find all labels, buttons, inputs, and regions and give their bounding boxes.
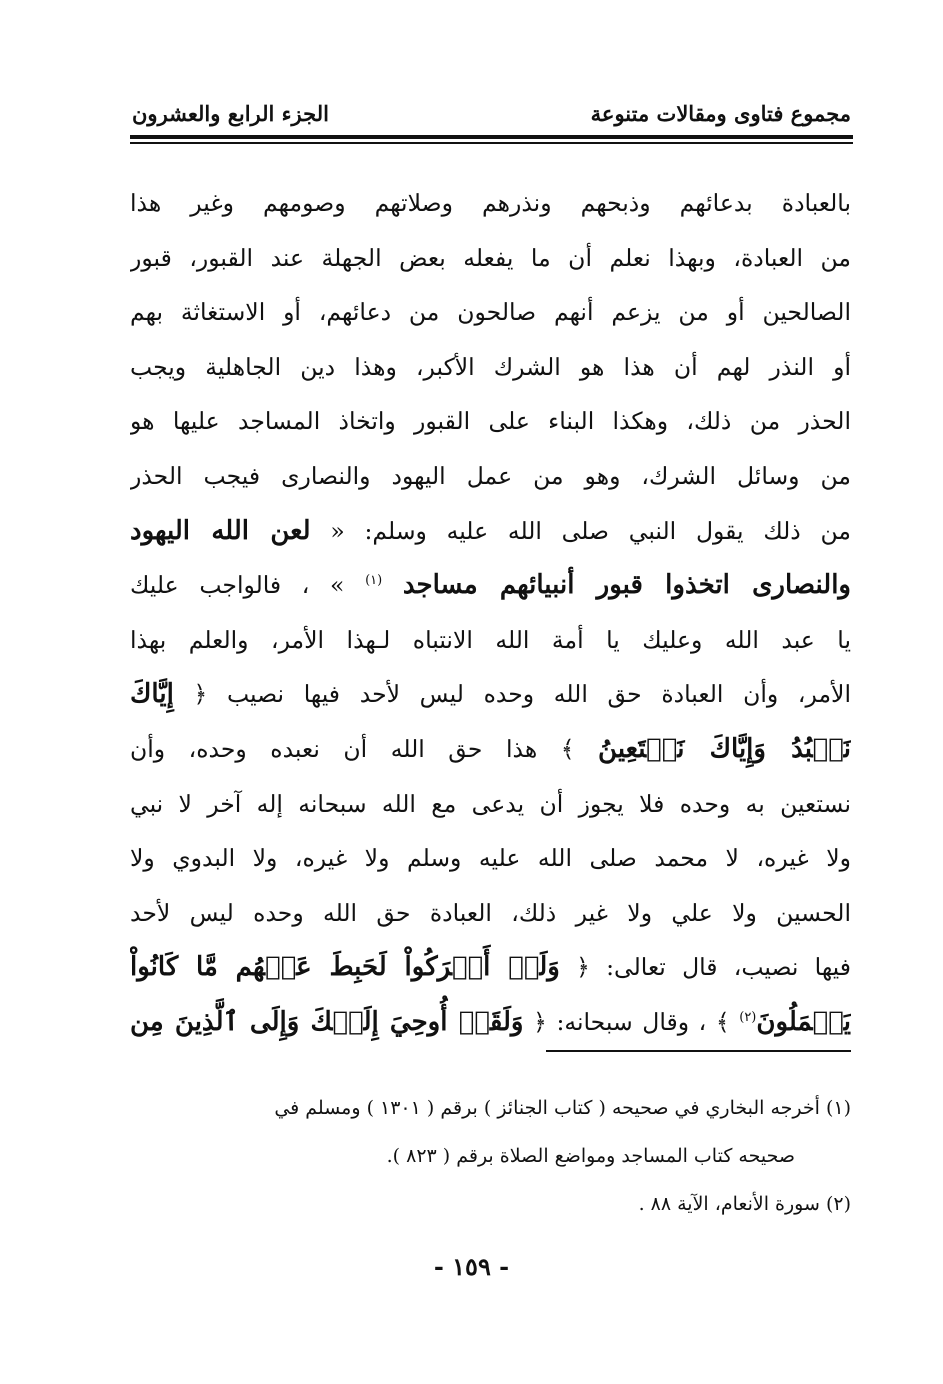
quran-verse: وَلَوۡ أَشۡرَكُواْ لَحَبِطَ عَنۡهُم مَّا كَانُواْ (130, 952, 560, 983)
footnote-separator (546, 1050, 851, 1052)
text-line (130, 995, 851, 1050)
text-line: بالعبادة بدعائهم وذبحهم ونذرهم وصلاتهم وصومهم وغير هذا (130, 189, 851, 217)
quran-verse: يَعۡمَلُونَ (756, 1006, 851, 1037)
hadith-text: والنصارى اتخذوا قبور أنبيائهم مساجد (402, 570, 851, 601)
text-line: الحسين ولا علي ولا غير ذلك، العبادة حق الله وحده ليس لأحد (130, 898, 851, 927)
quran-verse: وَلَقَدۡ أُوحِيَ إِلَيۡكَ وَإِلَى ٱلَّذِينَ مِن (130, 1006, 524, 1037)
text-line: نستعين به وحده فلا يجوز أن يدعى مع الله سبحانه إله آخر لا نبي (130, 789, 851, 818)
book-title: مجموع فتاوى ومقالات متنوعة (590, 100, 851, 126)
footnotes (130, 1084, 851, 1228)
hadith-text: لعن الله اليهود (130, 515, 311, 546)
footnote-ref: (٢) (739, 1010, 757, 1026)
text-line (130, 940, 851, 995)
text-run: من ذلك يقول النبي صلى الله عليه وسلم: « (330, 516, 851, 545)
footnote-ref: (١) (365, 573, 383, 589)
text-line (130, 722, 851, 777)
text-run: فيها نصيب، قال تعالى: ﴿ (576, 953, 851, 982)
text-line: أو النذر لهم أن هذا هو الشرك الأكبر، وهذا دين الجاهلية ويجب (130, 352, 851, 381)
text-run: الأمر، وأن العبادة حق الله وحده ليس لأحد فيها نصيب ﴿ (193, 680, 851, 709)
page-header (132, 96, 851, 130)
text-line: الصالحين أو من يزعم أنهم صالحون من دعائهم، أو الاستغاثة بهم (130, 298, 851, 327)
text-run: » ، فالواجب عليك (130, 571, 345, 600)
quran-verse: نَعۡبُدُ وَإِيَّاكَ نَسۡتَعِينُ (598, 733, 851, 764)
text-run: ﴾ ، وقال سبحانه: ﴿ (533, 1007, 730, 1036)
text-line: الحذر من ذلك، وهكذا البناء على القبور واتخاذ المساجد عليها هو (130, 407, 851, 436)
footnote-2: (٢) سورة الأنعام، الآية ٨٨ . (638, 1193, 851, 1215)
text-line: من وسائل الشرك، وهو من عمل اليهود والنصارى فيجب الحذر (130, 461, 851, 490)
volume-label: الجزء الرابع والعشرون (132, 100, 329, 126)
text-line (130, 558, 851, 613)
text-line (130, 504, 851, 559)
footnote-1: (١) أخرجه البخاري في صحيحه ( كتاب الجنائز ) برقم ( ١٣٠١ ) ومسلم في (274, 1097, 851, 1119)
text-run: ﴾ هذا حق الله أن نعبده وحده، وأن (130, 734, 575, 763)
text-line: ولا غيره، لا محمد صلى الله عليه وسلم ولا غيره، ولا البدوي ولا (130, 844, 851, 873)
footnote-1-continued: صحيحه كتاب المساجد ومواضع الصلاة برقم ( ٨٢٣ ). (386, 1145, 795, 1167)
page-number: - ١٥٩ - (433, 1252, 510, 1281)
header-rule-thick (130, 135, 853, 139)
text-line: من العبادة، وبهذا نعلم أن ما يفعله بعض الجهلة عند القبور، قبور (130, 243, 851, 272)
text-line (130, 667, 851, 722)
header-rule-thin (130, 142, 853, 144)
quran-verse: إِيَّاكَ (130, 679, 174, 710)
body-text (130, 176, 851, 1050)
text-line: يا عبد الله وعليك يا أمة الله الانتباه لـهذا الأمر، والعلم بهذا (130, 625, 851, 654)
